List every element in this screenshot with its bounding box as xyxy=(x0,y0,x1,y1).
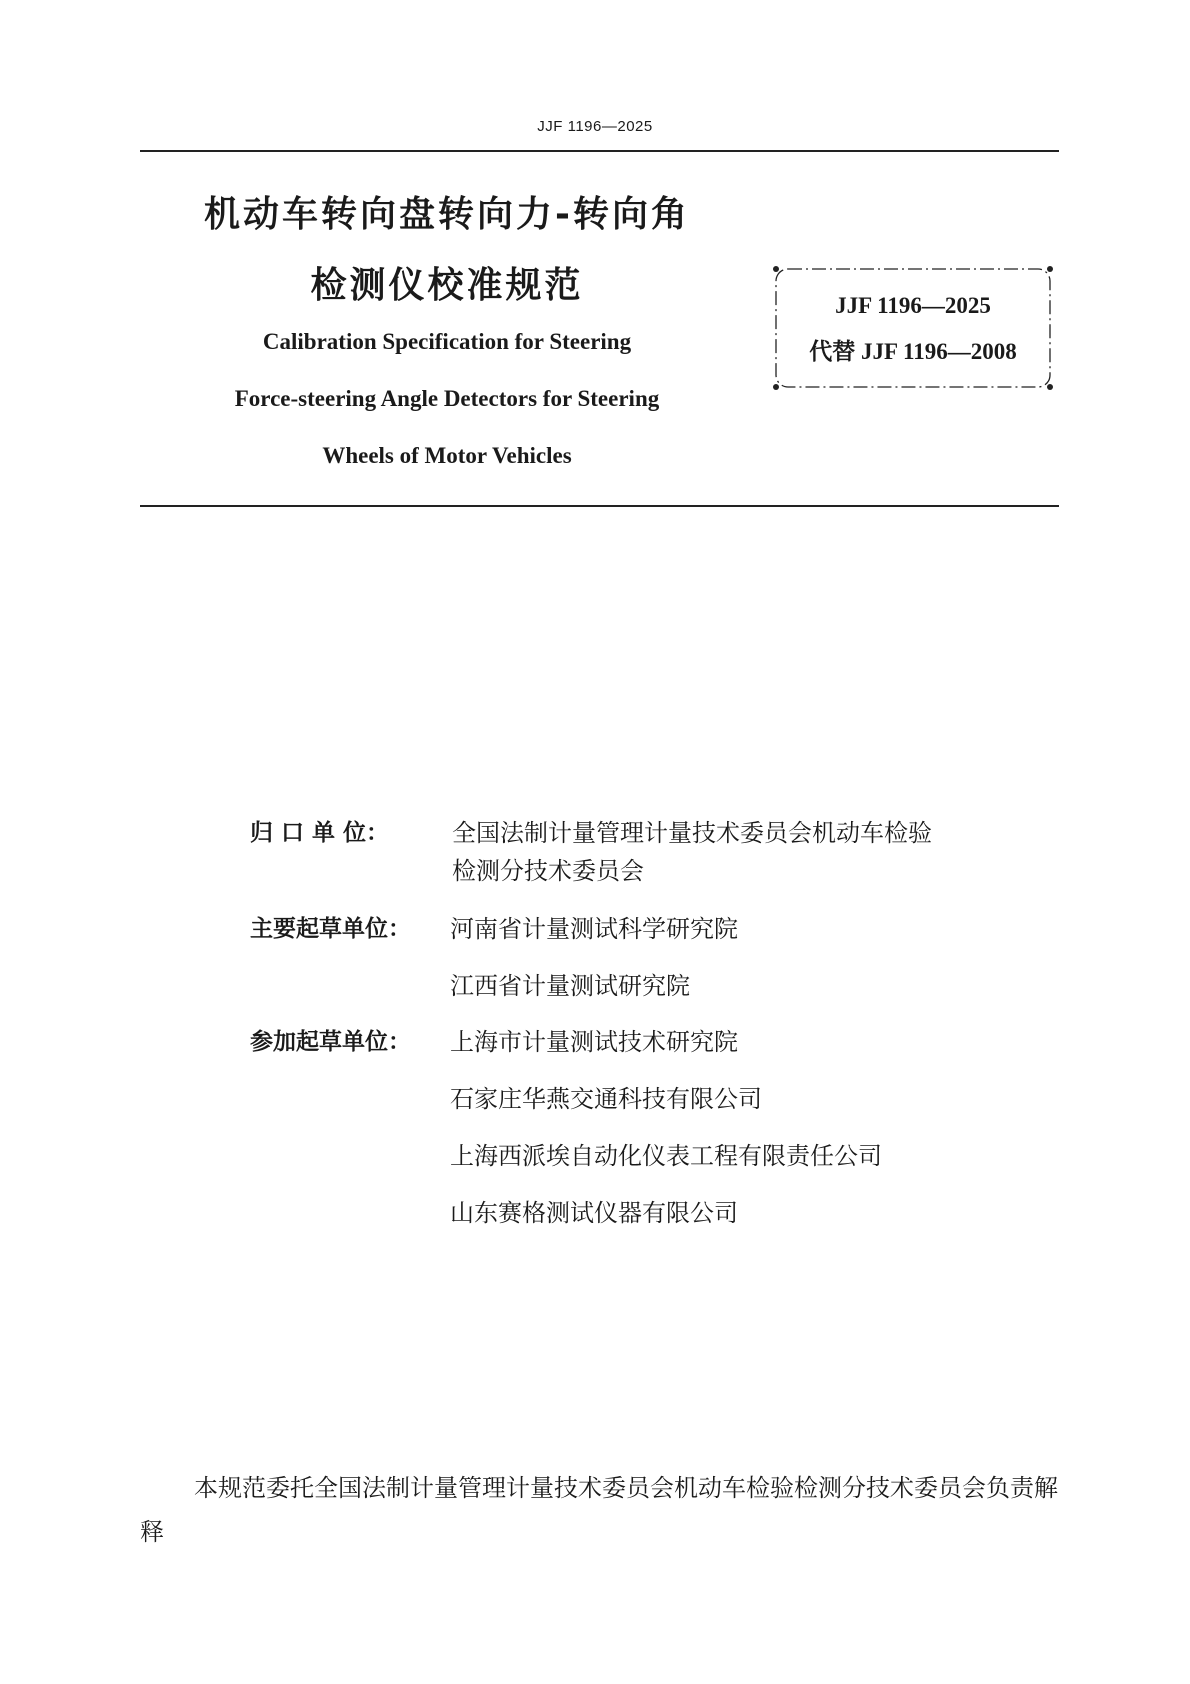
main-drafting-unit-label: 主要起草单位： xyxy=(250,916,411,942)
top-divider xyxy=(140,150,1059,152)
participating-drafting-unit-2: 石家庄华燕交通科技有限公司 xyxy=(450,1085,762,1113)
responsible-unit-line2: 检测分技术委员会 xyxy=(452,857,644,885)
participating-drafting-unit-4: 山东赛格测试仪器有限公司 xyxy=(450,1199,738,1227)
participating-drafting-unit-1: 上海市计量测试技术研究院 xyxy=(450,1028,738,1056)
bottom-divider xyxy=(140,505,1059,507)
main-drafting-unit-2: 江西省计量测试研究院 xyxy=(450,972,690,1000)
responsible-unit-line1: 全国法制计量管理计量技术委员会机动车检验 xyxy=(452,819,932,847)
main-drafting-unit-1: 河南省计量测试科学研究院 xyxy=(450,915,738,943)
replaced-standard: 代替 JJF 1196—2008 xyxy=(809,339,1017,364)
participating-drafting-unit-label: 参加起草单位： xyxy=(250,1029,411,1055)
participating-drafting-unit-3: 上海西派埃自动化仪表工程有限责任公司 xyxy=(450,1142,882,1170)
interpretation-note: 本规范委托全国法制计量管理计量技术委员会机动车检验检测分技术委员会负责解释 xyxy=(140,1474,1058,1546)
title-cn-line1: 机动车转向盘转向力-转向角 xyxy=(204,194,690,235)
title-en-line3: Wheels of Motor Vehicles xyxy=(322,443,572,468)
standard-number: JJF 1196—2025 xyxy=(835,293,991,318)
title-en-line1: Calibration Specification for Steering xyxy=(262,329,632,354)
standard-number-box xyxy=(773,266,1053,390)
decorative-border xyxy=(773,266,1053,390)
title-en-line2: Force-steering Angle Detectors for Steering xyxy=(234,386,660,411)
title-cn-line2: 检测仪校准规范 xyxy=(310,265,584,306)
header-standard-code: JJF 1196—2025 xyxy=(537,118,653,135)
responsible-unit-label: 归 口 单 位： xyxy=(250,820,390,846)
